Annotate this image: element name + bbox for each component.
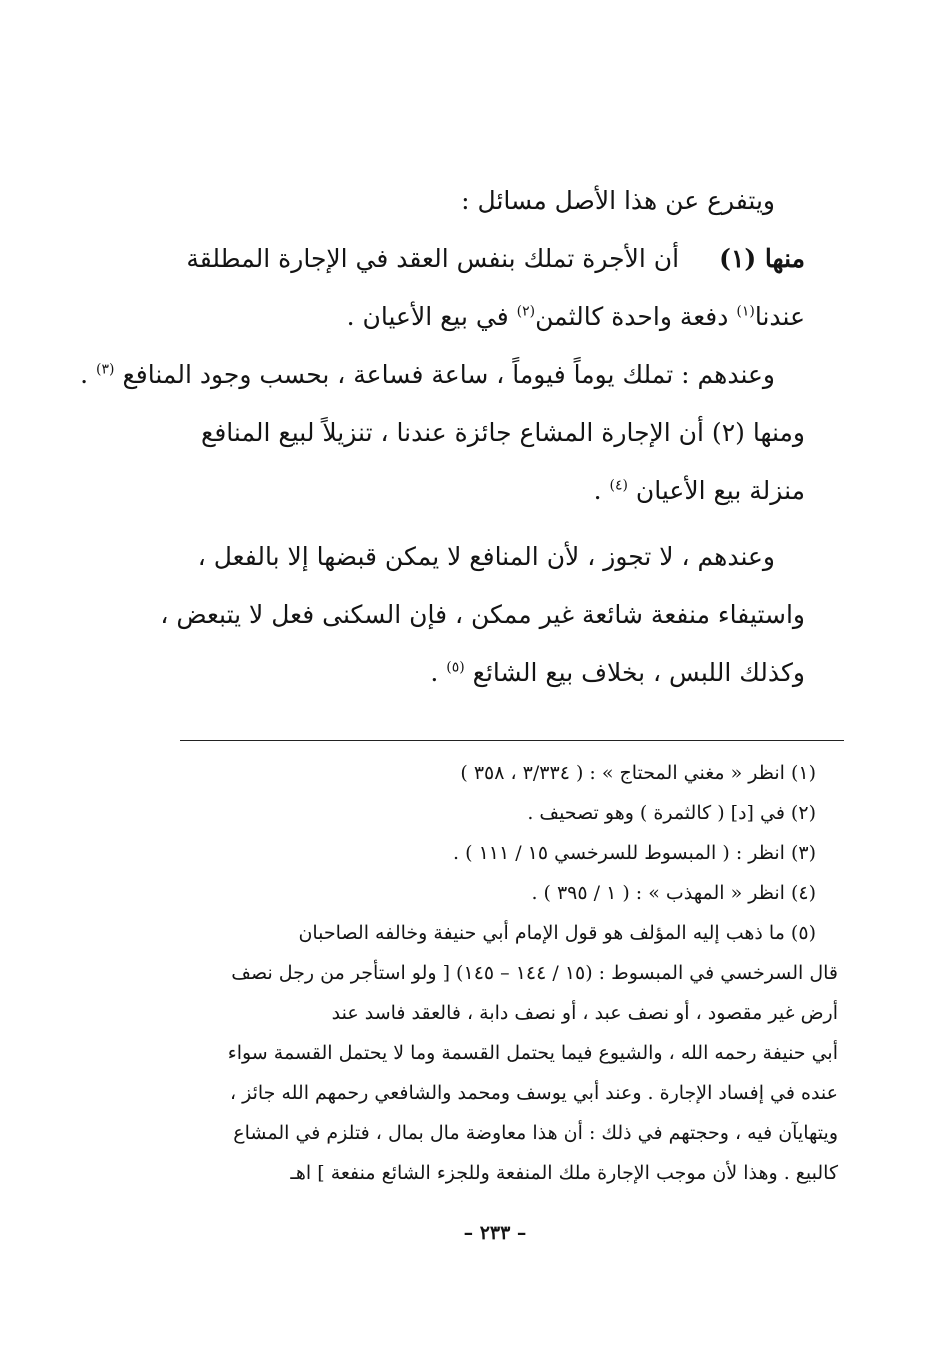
- footnote-4: (٤) انظر « المهذب » : ( ١ / ٣٩٥ ) .: [531, 882, 816, 904]
- text-line-issue-1-cont: [180, 288, 805, 346]
- footnote-ref-3[interactable]: (٣): [96, 361, 115, 378]
- issue-2-theirs-text: وعندهم ، لا تجوز ، لأن المنافع لا يمكن قبضها إلا بالفعل ،: [197, 542, 775, 571]
- issue-2-theirs-text-2: واستيفاء منفعة شائعة غير ممكن ، فإن السكنى فعل لا يتبعض ،: [160, 600, 805, 629]
- issue-2-text: ومنها (٢) أن الإجارة المشاع جائزة عندنا ، تنزيلاً لبيع المنافع: [201, 418, 805, 447]
- footnotes: [186, 753, 838, 1193]
- footnote-5-line-6: ويتهايآن فيه ، وحجتهم في ذلك : أن هذا معاوضة مال بمال ، فتلزم في المشاع: [233, 1122, 838, 1144]
- footnote-ref-2[interactable]: (٢): [516, 303, 536, 320]
- issue-1-theirs-text: وعندهم : تملك يوماً فيوماً ، ساعة فساعة ، بحسب وجود المنافع: [122, 360, 775, 389]
- text-line-issue-2-theirs-2: [160, 586, 805, 644]
- footnote-ref-4[interactable]: (٤): [609, 477, 628, 494]
- text-line-intro: [180, 172, 805, 230]
- footnote-divider: [180, 740, 844, 741]
- footnote-5: (٥) ما ذهب إليه المؤلف هو قول الإمام أبي حنيفة وخالفه الصاحبان: [298, 922, 816, 944]
- issue-2-cont-text: منزلة بيع الأعيان: [635, 476, 805, 505]
- text-line-issue-2: [180, 404, 805, 462]
- text-line-issue-1: [180, 230, 805, 288]
- text-line-issue-2-cont: [180, 462, 805, 520]
- issue-2-theirs-text-3: وكذلك اللبس ، بخلاف بيع الشائع: [472, 658, 805, 687]
- footnote-1: (١) انظر « مغني المحتاج » : ( ٣/٣٣٤ ، ٣٥٨ ): [460, 762, 816, 784]
- text-line-issue-2-theirs: [180, 528, 805, 586]
- footnote-5-line-3: أرض غير مقصود ، أو نصف عبد ، أو نصف دابة ، فالعقد فاسد عند: [331, 1002, 838, 1024]
- footnote-5-line-7: كالبيع . وهذا لأن موجب الإجارة ملك المنفعة وللجزء الشائع منفعة ] اهـ: [290, 1162, 838, 1184]
- issue-1-cont-c: في بيع الأعيان .: [346, 302, 509, 331]
- footnote-5-line-4: أبي حنيفة رحمه الله ، والشيوع فيما يحتمل القسمة وما لا يحتمل القسمة سواء: [227, 1042, 838, 1064]
- issue-1-cont-a: عندنا: [754, 302, 805, 331]
- issue-1-marker: منها (١): [719, 244, 805, 273]
- footnote-5-line-5: عنده في إفساد الإجارة . وعند أبي يوسف ومحمد والشافعي رحمهم الله جائز ،: [229, 1082, 838, 1104]
- footnote-5-line-2: قال السرخسي في المبسوط : (١٥ / ١٤٤ – ١٤٥) [ ولو استأجر من رجل نصف: [231, 962, 838, 984]
- page-number: – ٢٣٣ –: [463, 1222, 527, 1244]
- text-line-issue-1-theirs: [80, 346, 805, 404]
- issue-1-cont-b: دفعة واحدة كالثمن: [535, 302, 729, 331]
- issue-1-text: أن الأجرة تملك بنفس العقد في الإجارة المطلقة: [186, 244, 680, 273]
- main-text: [80, 172, 805, 702]
- footnote-2: (٢) في [د] ( كالثمرة ) وهو تصحيف .: [527, 802, 816, 824]
- footnote-3: (٣) انظر : ( المبسوط للسرخسي ١٥ / ١١١ ) .: [453, 842, 816, 864]
- text-line-issue-2-theirs-3: [180, 644, 805, 702]
- footnote-ref-1[interactable]: (١): [736, 303, 755, 320]
- period: .: [593, 476, 602, 505]
- intro-text: ويتفرع عن هذا الأصل مسائل :: [461, 186, 775, 215]
- footnote-ref-5[interactable]: (٥): [446, 659, 465, 676]
- period: .: [430, 658, 439, 687]
- period: .: [80, 360, 89, 389]
